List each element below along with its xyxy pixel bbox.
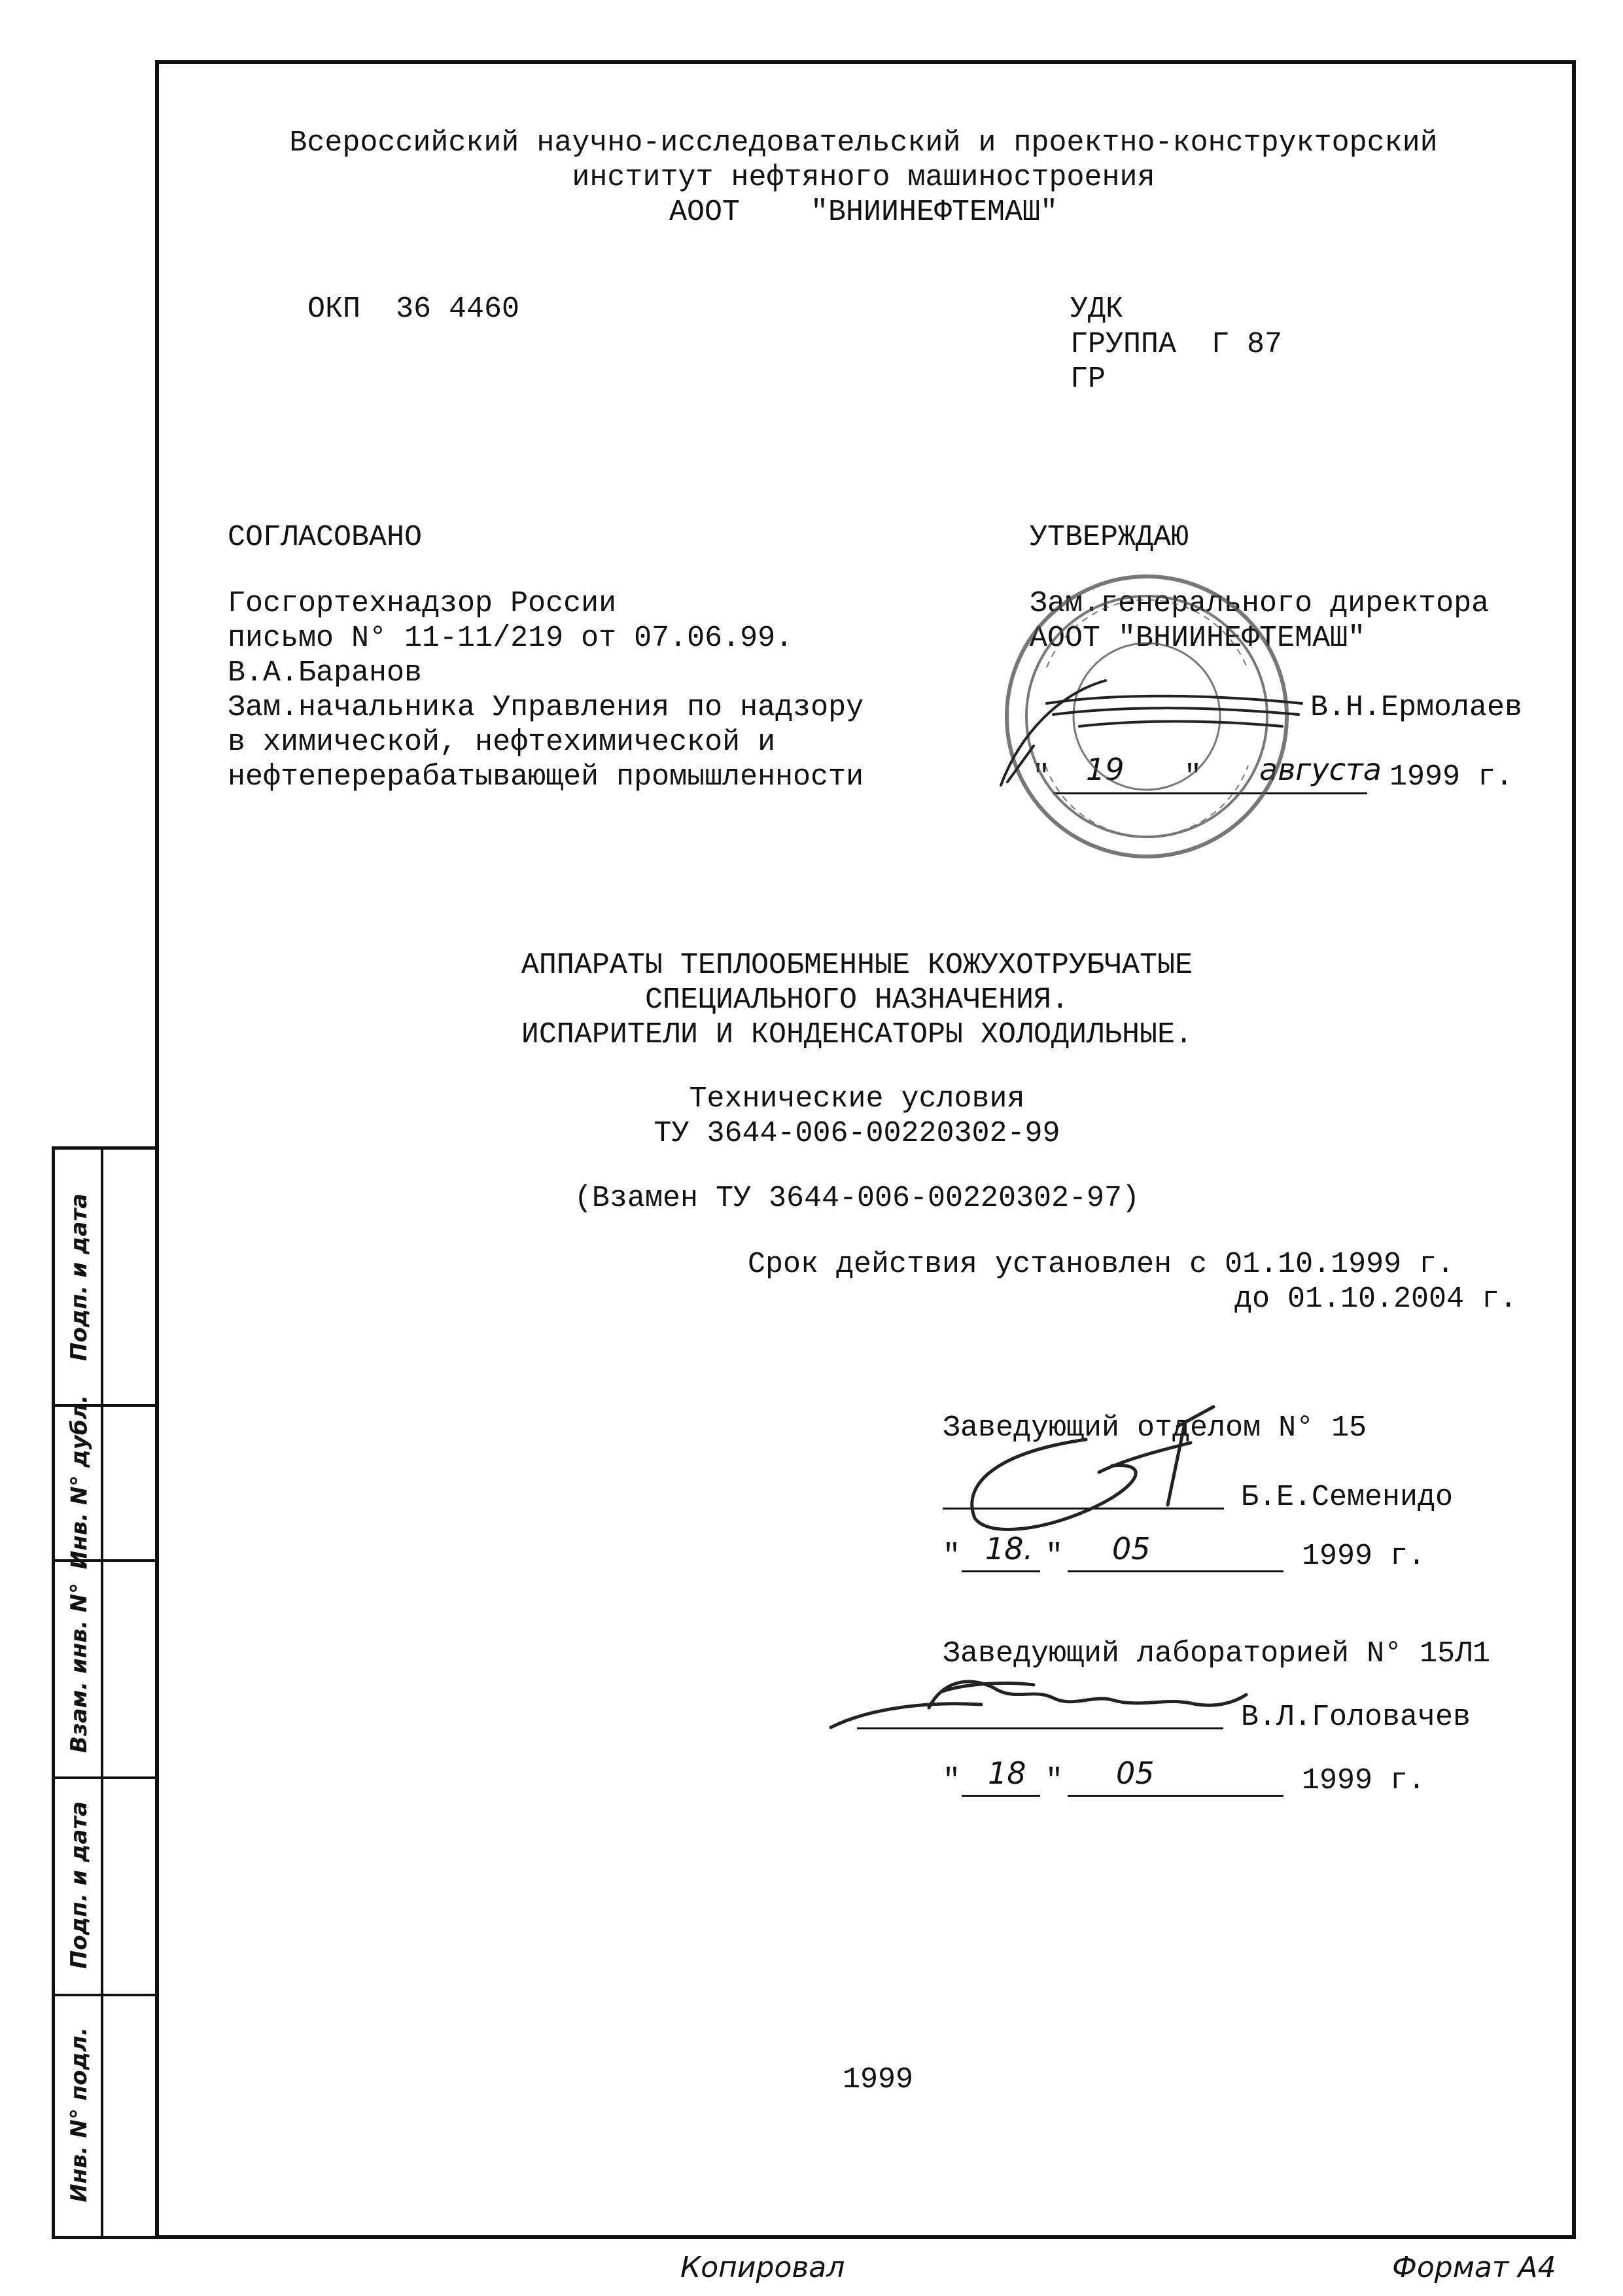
- approved-signatory-name: В.Н.Ермолаев: [1310, 691, 1523, 724]
- approved-position: Зам.генерального директора: [1030, 587, 1490, 620]
- agreed-line: письмо N° 11-11/219 от 07.06.99.: [228, 622, 794, 655]
- signature-department-head: [972, 1407, 1213, 1529]
- organization-name: АООТ "ВНИИНЕФТЕМАШ": [669, 196, 1058, 229]
- agreed-title: СОГЛАСОВАНО: [228, 521, 423, 554]
- document-title-line-2: СПЕЦИАЛЬНОГО НАЗНАЧЕНИЯ.: [644, 983, 1070, 1017]
- department-head-title: Заведующий отделом N° 15: [943, 1411, 1367, 1445]
- signature-lab-head: [831, 1682, 1246, 1727]
- round-seal-stamp: [1007, 576, 1287, 857]
- document-title-line-3: ИСПАРИТЕЛИ И КОНДЕНСАТОРЫ ХОЛОДИЛЬНЫЕ.: [521, 1018, 1193, 1051]
- agreed-line: В.А.Баранов: [228, 656, 423, 690]
- footer-copied-by: Копировал: [680, 2251, 845, 2284]
- replaces-document: (Взамен ТУ 3644-006-00220302-97): [574, 1182, 1140, 1215]
- udk-code: УДК: [1070, 292, 1124, 326]
- signature-approved: [1001, 680, 1302, 785]
- department-head-date-quote-open: ": [943, 1540, 961, 1573]
- sidebar-label-replace-inv: Взам. инв. N°: [66, 1582, 93, 1754]
- approved-date-day: 19: [1086, 752, 1125, 787]
- document-title-line-1: АППАРАТЫ ТЕПЛООБМЕННЫЕ КОЖУХОТРУБЧАТЫЕ: [521, 949, 1193, 982]
- sidebar-label-sign-date-1: Подп. и дата: [66, 1193, 93, 1361]
- lab-head-date-quote-close: ": [1045, 1764, 1064, 1797]
- sidebar-label-dup-inv: Инв. N° дубл.: [66, 1394, 92, 1569]
- institute-name-line-1: Всероссийский научно-исследовательский и проектно-конструкторский: [289, 126, 1438, 160]
- approved-date-month: августа: [1259, 752, 1382, 787]
- department-head-date-year: 1999 г.: [1302, 1540, 1426, 1573]
- agreed-line: Госгортехнадзор России: [228, 587, 617, 620]
- sidebar-label-orig-inv: Инв. N° подл.: [66, 2027, 93, 2202]
- lab-head-date-year: 1999 г.: [1302, 1764, 1426, 1797]
- lab-head-name: В.Л.Головачев: [1241, 1701, 1471, 1734]
- department-head-date-month: 05: [1112, 1531, 1151, 1566]
- agreed-line: Зам.начальника Управления по надзору: [228, 691, 864, 724]
- group-code: ГРУППА Г 87: [1070, 328, 1283, 361]
- sidebar-label-sign-date-2: Подп. и дата: [66, 1801, 93, 1969]
- institute-name-line-2: институт нефтяного машиностроения: [572, 161, 1155, 194]
- document-type: Технические условия: [689, 1082, 1025, 1116]
- department-head-date-day: 18.: [985, 1531, 1034, 1566]
- approved-organization: АООТ "ВНИИНЕФТЕМАШ": [1030, 622, 1366, 655]
- gr-code: ГР: [1070, 362, 1106, 396]
- lab-head-date-day: 18: [988, 1756, 1026, 1791]
- approved-date-quote-close: ": [1184, 760, 1202, 794]
- validity-from: Срок действия установлен с 01.10.1999 г.: [748, 1248, 1455, 1281]
- department-head-name: Б.Е.Семенидо: [1241, 1481, 1454, 1514]
- department-head-date-quote-close: ": [1045, 1540, 1064, 1573]
- document-year: 1999: [843, 2063, 914, 2096]
- lab-head-date-quote-open: ": [943, 1764, 961, 1797]
- approved-date-year: 1999 г.: [1389, 760, 1514, 794]
- document-code: ТУ 3644-006-00220302-99: [654, 1117, 1060, 1150]
- approved-title: УТВЕРЖДАЮ: [1030, 521, 1189, 554]
- footer-format: Формат А4: [1392, 2251, 1556, 2284]
- agreed-line: в химической, нефтехимической и: [228, 726, 776, 759]
- agreed-line: нефтеперерабатывающей промышленности: [228, 760, 864, 794]
- validity-to: до 01.10.2004 г.: [1234, 1282, 1518, 1316]
- okp-code: ОКП 36 4460: [307, 292, 520, 326]
- approved-date-quote-open: ": [1032, 760, 1051, 794]
- lab-head-date-month: 05: [1116, 1756, 1155, 1791]
- lab-head-title: Заведующий лабораторией N° 15Л1: [943, 1637, 1491, 1670]
